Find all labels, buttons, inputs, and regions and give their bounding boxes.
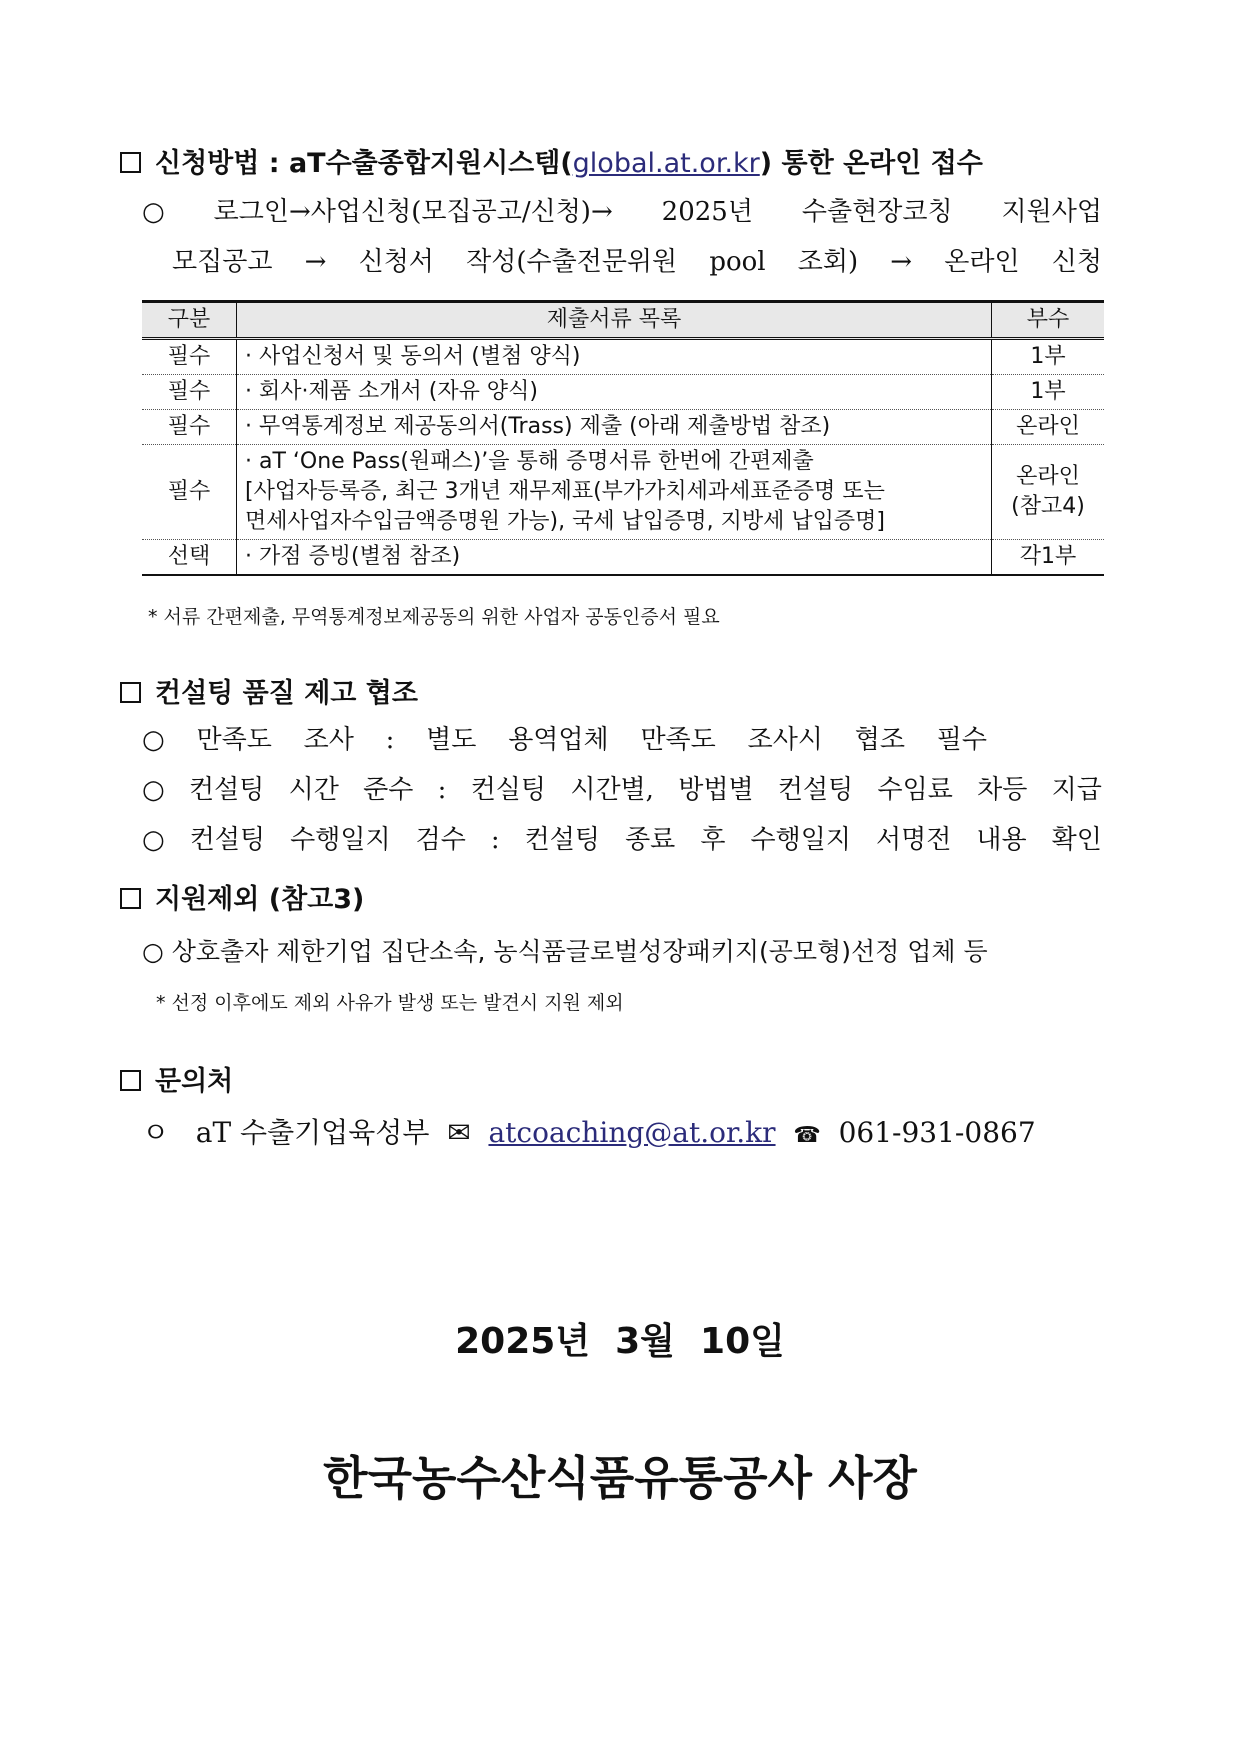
row-docs-line: 면세사업자수입금액증명원 가능), 국세 납입증명, 지방세 납입증명] <box>245 509 885 534</box>
apply-word: 조회) <box>797 247 859 277</box>
quality-word: 컨실팅 <box>470 775 547 805</box>
quality-word: 컨설팅 <box>188 775 265 805</box>
row-copies: 1부 <box>992 375 1105 410</box>
quality-word: 지급 <box>1051 775 1102 805</box>
apply-word: 작성(수출전문위원 <box>466 247 678 277</box>
mail-icon: ✉ <box>447 1116 471 1149</box>
apply-word: 모집공고 <box>172 247 273 277</box>
apply-line-2 <box>172 244 1102 280</box>
quality-heading-text: 컨설팅 품질 제고 협조 <box>155 678 418 709</box>
table-row <box>142 375 1104 410</box>
quality-line-3 <box>142 822 1102 858</box>
section-quality-heading <box>120 676 418 712</box>
quality-word: 방법별 <box>678 775 754 805</box>
quality-word: 종료 <box>625 825 676 855</box>
quality-line-1 <box>142 722 987 758</box>
table-footnote: * 서류 간편제출, 무역통계정보제공동의 위한 사업자 공동인증서 필요 <box>148 606 720 628</box>
exclusion-line: ○ 상호출자 제한기업 집단소속, 농식품글로벌성장패키지(공모형)선정 업체 등 <box>142 937 988 966</box>
quality-line-2 <box>142 772 1102 808</box>
apply-heading-system: aT수출종합지원시스템( <box>288 148 573 179</box>
row-docs: · 무역통계정보 제공동의서(Trass) 제출 (아래 제출방법 참조) <box>237 410 992 445</box>
apply-heading-label: 신청방법 : <box>155 148 280 179</box>
quality-word: 시간 <box>288 775 339 805</box>
quality-bullet: ○ <box>142 725 165 755</box>
apply-word: 신청서 <box>358 247 434 277</box>
quality-word: 조사 <box>303 725 354 755</box>
quality-word: 협조 <box>854 725 905 755</box>
quality-word: 컨설팅 <box>777 775 854 805</box>
apply-word: 온라인 <box>944 247 1020 277</box>
row-docs-line: · aT ‘One Pass(원패스)’을 통해 증명서류 한번에 간편제출 <box>245 449 814 474</box>
quality-word: 만족도 <box>640 725 716 755</box>
row-copies: 1부 <box>992 339 1105 375</box>
quality-word: 수임료 <box>877 775 953 805</box>
row-type: 선택 <box>142 540 237 576</box>
quality-word: 검수 <box>415 825 466 855</box>
apply-word: 지원사업 <box>1001 197 1102 227</box>
quality-word: 컨설팅 <box>189 825 266 855</box>
quality-bullet: ○ <box>142 825 165 855</box>
section-exclusion-heading <box>120 882 364 918</box>
quality-word: 확인 <box>1051 825 1102 855</box>
quality-word: 차등 <box>977 775 1028 805</box>
exclusion-heading-text: 지원제외 (참고3) <box>155 884 365 915</box>
row-copies-line: 온라인 <box>1016 464 1080 489</box>
apply-word: 2025년 <box>661 197 753 227</box>
row-type: 필수 <box>142 339 237 375</box>
checkbox-square-icon <box>120 682 141 703</box>
contact-line <box>142 1114 1036 1155</box>
section-apply-heading <box>120 146 983 182</box>
apply-word: 로그인→사업신청(모집공고/신청)→ <box>213 197 613 227</box>
row-docs <box>237 445 992 540</box>
quality-word: 서명전 <box>875 825 952 855</box>
apply-word: 신청 <box>1051 247 1102 277</box>
apply-system-link[interactable]: global.at.or.kr <box>572 148 760 179</box>
contact-dept: aT 수출기업육성부 <box>195 1116 430 1149</box>
quality-word: 수행일지 <box>750 825 851 855</box>
quality-word: 조사시 <box>747 725 823 755</box>
header-docs: 제출서류 목록 <box>237 302 992 339</box>
row-docs: · 가점 증빙(별첨 참조) <box>237 540 992 576</box>
row-copies <box>992 445 1105 540</box>
row-type: 필수 <box>142 445 237 540</box>
row-type: 필수 <box>142 375 237 410</box>
exclusion-note: * 선정 이후에도 제외 사유가 발생 또는 발견시 지원 제외 <box>156 992 624 1014</box>
quality-word: 만족도 <box>196 725 272 755</box>
document-date: 2025년 3월 10일 <box>455 1321 785 1362</box>
apply-word: 수출현장코칭 <box>801 197 953 227</box>
quality-word: 필수 <box>936 725 987 755</box>
row-docs: · 회사·제품 소개서 (자유 양식) <box>237 375 992 410</box>
contact-email-link[interactable]: atcoaching@at.or.kr <box>488 1116 776 1149</box>
apply-word: pool <box>709 247 766 277</box>
issuer-title: 한국농수산식품유통공사 사장 <box>323 1451 917 1505</box>
contact-heading-text: 문의처 <box>155 1066 234 1097</box>
table-row <box>142 540 1104 576</box>
quality-word: 용역업체 <box>508 725 609 755</box>
quality-word: : <box>490 825 500 855</box>
checkbox-square-icon <box>120 888 141 909</box>
quality-word: 내용 <box>976 825 1027 855</box>
phone-icon: ☎ <box>793 1123 821 1148</box>
quality-word: : <box>437 775 447 805</box>
checkbox-square-icon <box>120 152 141 173</box>
arrow-icon: → <box>304 247 327 277</box>
apply-line-1 <box>142 194 1102 230</box>
contact-phone: 061-931-0867 <box>838 1116 1036 1149</box>
quality-word: 준수 <box>363 775 414 805</box>
row-docs-line: [사업자등록증, 최근 3개년 재무제표(부가가치세과세표준증명 또는 <box>245 479 885 504</box>
documents-table <box>142 300 1104 576</box>
row-docs: · 사업신청서 및 동의서 (별첨 양식) <box>237 339 992 375</box>
table-row <box>142 445 1104 540</box>
table-row <box>142 339 1104 375</box>
quality-word: 컨설팅 <box>524 825 601 855</box>
header-type: 구분 <box>142 302 237 339</box>
quality-word: 수행일지 <box>290 825 391 855</box>
row-copies: 온라인 <box>992 410 1105 445</box>
arrow-icon: → <box>890 247 913 277</box>
section-contact-heading <box>120 1064 233 1100</box>
quality-word: 후 <box>700 825 726 855</box>
checkbox-square-icon <box>120 1070 141 1091</box>
table-header-row <box>142 302 1104 339</box>
row-type: 필수 <box>142 410 237 445</box>
apply-heading-tail: ) 통한 온라인 접수 <box>759 148 983 179</box>
quality-word: 시간별, <box>570 775 654 805</box>
row-copies: 각1부 <box>992 540 1105 576</box>
quality-bullet: ○ <box>142 775 165 805</box>
quality-word: 별도 <box>426 725 477 755</box>
table-row <box>142 410 1104 445</box>
header-copies: 부수 <box>992 302 1105 339</box>
contact-bullet: ㅇ <box>142 1116 170 1149</box>
row-copies-line: (참고4) <box>1011 494 1085 519</box>
apply-bullet: ○ <box>142 197 165 227</box>
quality-word: : <box>385 725 395 755</box>
